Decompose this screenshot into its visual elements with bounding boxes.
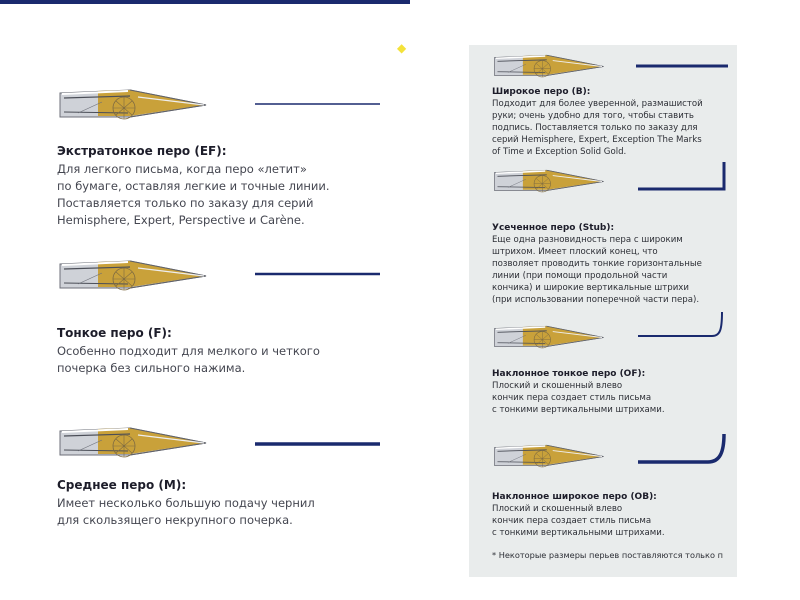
nib-of-icon [493,321,605,351]
section-title-stub: Усеченное перо (Stub): [492,223,615,233]
section-body-m: Имеет несколько большую подачу чернил для скользящего некрупного почерка. [57,496,315,527]
section-title-ob: Наклонное широкое перо (OB): [492,492,657,502]
section-title-m: Среднее перо (M): [57,478,187,492]
stroke-sample-stub [636,160,732,194]
section-body-f: Особенно подходит для мелкого и четкого почерка без сильного нажима. [57,344,320,375]
section-body-b: Подходит для более уверенной, размашистой руки; очень удобно для того, чтобы ставить подпись. Поставляется только по заказу для серий Hemisphere, Expert, Exception The Marks of Time и Exception Solid Gold. [492,99,703,157]
nib-b-icon [493,50,605,80]
stroke-sample-of [636,310,732,344]
nib-ob-icon [493,440,605,470]
section-body-stub: Еще одна разновидность пера с широким штрихом. Имеет плоский конец, что позволяет проводить тонкие горизонтальные линии (при помощи продольной части кончика) и широкие вертикальные штрихи (при использовании поперечной части пера). [492,235,702,305]
section-title-b: Широкое перо (B): [492,87,591,97]
section-title-ef: Экстратонкое перо (EF): [57,144,227,158]
section-body-ob: Плоский и скошенный влево кончик пера создает стиль письма с тонкими вертикальными штрихами. [492,504,665,538]
stroke-sample-ob [636,430,732,470]
stroke-sample-f [255,270,380,278]
nib-m-icon [58,421,208,461]
stroke-sample-ef [255,100,380,108]
stroke-sample-m [255,440,380,448]
section-title-f: Тонкое перо (F): [57,326,172,340]
section-title-of: Наклонное тонкое перо (OF): [492,369,646,379]
section-body-of: Плоский и скошенный влево кончик пера создает стиль письма с тонкими вертикальными штрихами. [492,381,665,415]
footnote: * Некоторые размеры перьев поставляются только п [492,550,723,560]
nib-ef-icon [58,83,208,123]
leaf-icon: ◆ [397,41,407,55]
stroke-sample-b [636,62,730,70]
nib-stub-icon [493,165,605,195]
section-body-ef: Для легкого письма, когда перо «летит» по бумаге, оставляя легкие и точные линии. Поставляется только по заказу для серий Hemisphere, Expert, Perspective и Carène. [57,162,330,227]
nib-f-icon [58,254,208,294]
